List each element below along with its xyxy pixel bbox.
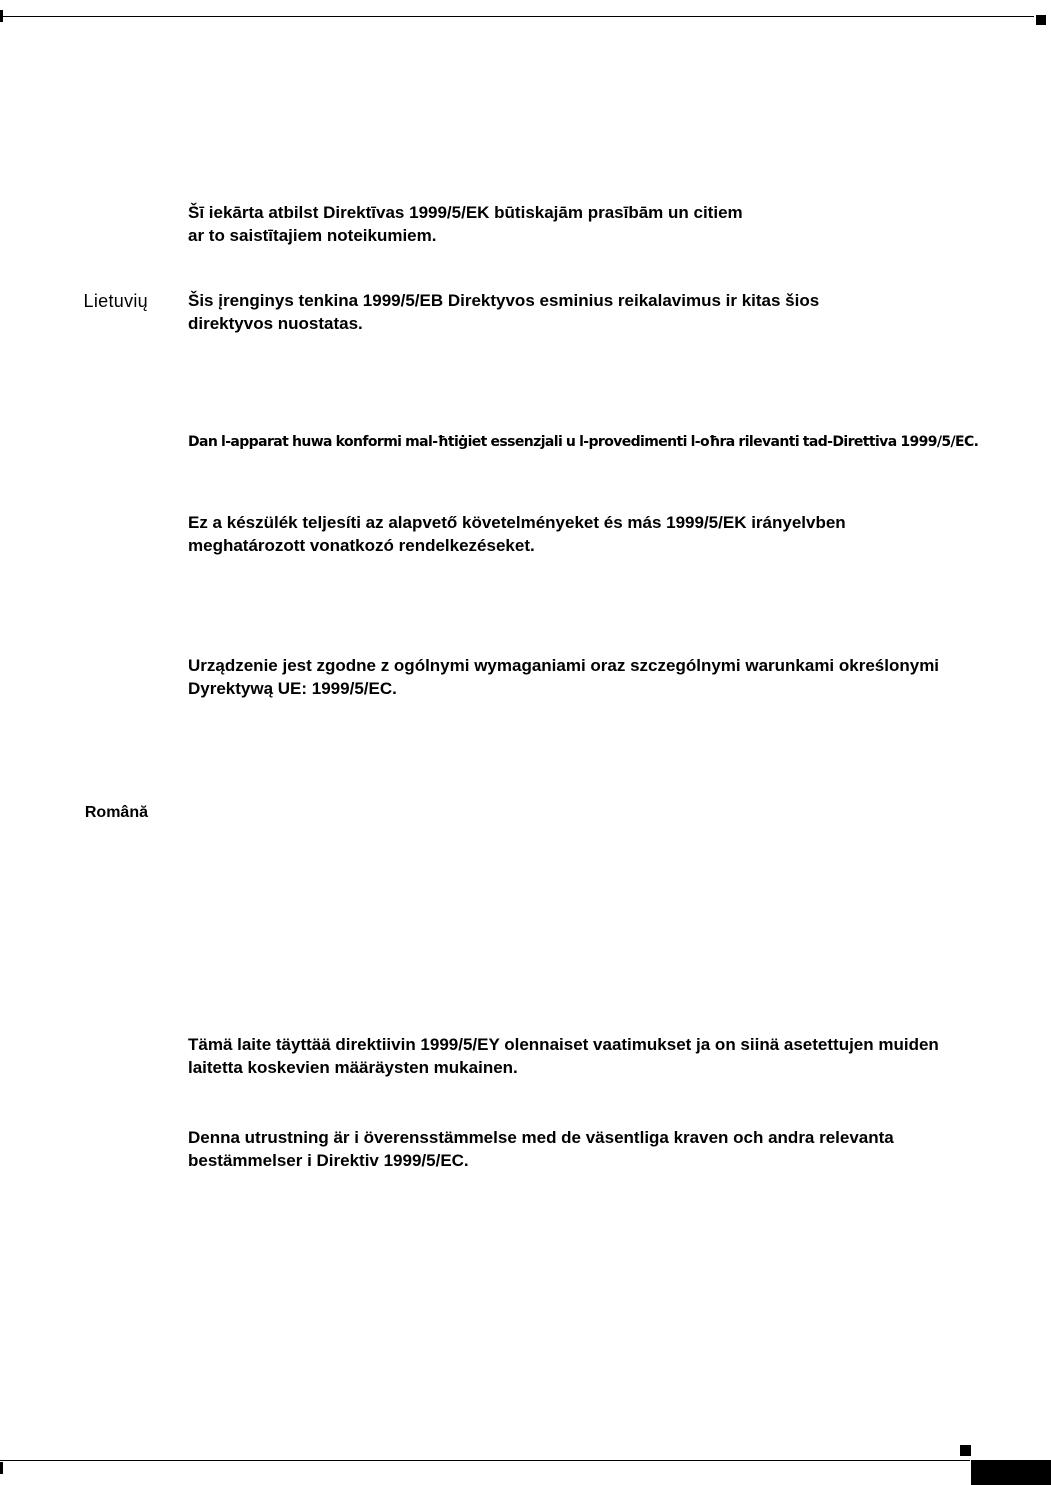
declaration-hungarian-line-1: Ez a készülék teljesíti az alapvető követelményeket és más 1999/5/EK irányelvben: [188, 513, 846, 532]
declaration-swedish-line-2: bestämmelser i Direktiv 1999/5/EC.: [188, 1151, 469, 1170]
footer-rule: [0, 1460, 970, 1461]
declaration-hungarian: [188, 511, 1033, 557]
declaration-swedish: [188, 1126, 1033, 1172]
footer-marker-square: [960, 1445, 971, 1456]
declaration-lithuanian-line-1: Šis įrenginys tenkina 1999/5/EB Direktyvos esminius reikalavimus ir kitas šios: [188, 291, 820, 310]
declaration-latvian-line-2: ar to saistītajiem noteikumiem.: [188, 226, 437, 245]
label-lithuanian: Lietuvių: [83, 291, 148, 311]
declaration-lithuanian: [188, 289, 1033, 335]
declaration-finnish: [188, 1033, 1033, 1079]
declaration-finnish-line-2: laitetta koskevien määräysten mukainen.: [188, 1058, 518, 1077]
footer-left-tick: [0, 1462, 3, 1474]
declaration-finnish-line-1: Tämä laite täyttää direktiivin 1999/5/EY olennaiset vaatimukset ja on siinä asetettujen muiden: [188, 1035, 939, 1054]
footer-page-block: [971, 1460, 1051, 1485]
declaration-polish-line-1: Urządzenie jest zgodne z ogólnymi wymaganiami oraz szczególnymi warunkami określonymi: [188, 656, 940, 675]
declaration-polish: [188, 654, 1033, 700]
declaration-maltese-line-1: Dan l-apparat huwa konformi mal-ħtiġiet essenzjali u l-provedimenti l-oħra rilevanti tad-Direttiva 1999/5/EC.: [188, 434, 979, 450]
label-romanian: Română: [84, 804, 148, 821]
declaration-polish-line-2: Dyrektywą UE: 1999/5/EC.: [188, 679, 397, 698]
declaration-maltese: [188, 431, 1038, 454]
header-marker-square: [1036, 15, 1046, 25]
declaration-lithuanian-line-2: direktyvos nuostatas.: [188, 314, 363, 333]
declaration-swedish-line-1: Denna utrustning är i överensstämmelse med de väsentliga kraven och andra relevanta: [188, 1128, 894, 1147]
declaration-latvian-line-1: Šī iekārta atbilst Direktīvas 1999/5/EK būtiskajām prasībām un citiem: [188, 203, 743, 222]
declaration-hungarian-line-2: meghatározott vonatkozó rendelkezéseket.: [188, 536, 535, 555]
header-rule: [0, 16, 1034, 17]
declaration-latvian: [188, 201, 1033, 247]
